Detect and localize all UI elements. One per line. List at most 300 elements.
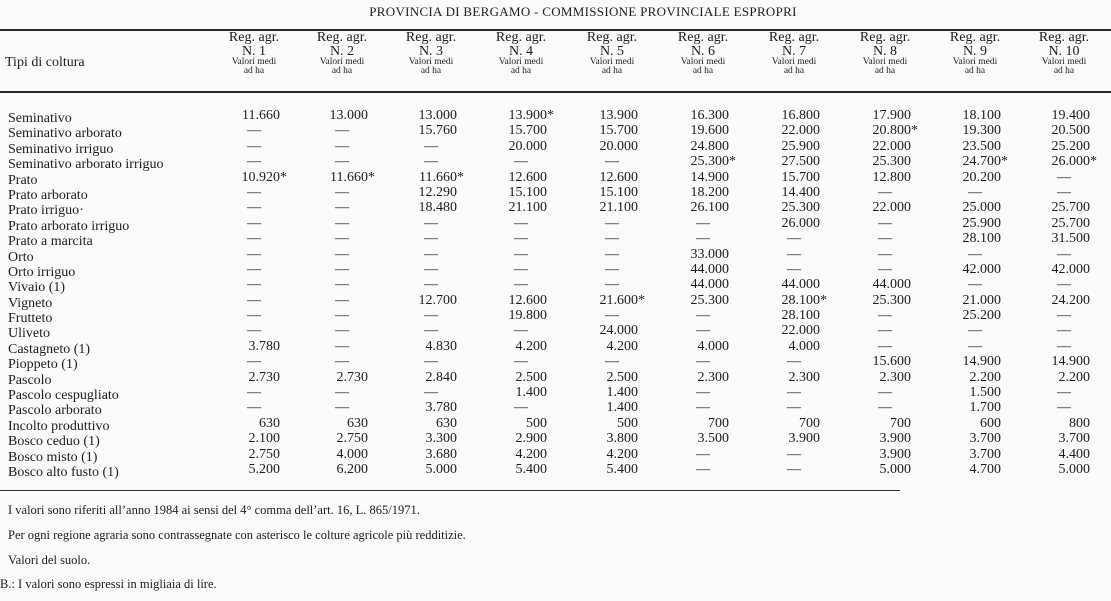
value-cell: 20.000 [508, 138, 547, 154]
value-cell: — [247, 154, 261, 170]
value-cell: 2.300 [879, 369, 911, 385]
value-cell: 12.600 [508, 292, 547, 308]
column-header-line: ad ha [601, 66, 623, 76]
table-row [0, 461, 1111, 480]
value-cell: 630 [259, 415, 280, 431]
value-cell: 25.300 [690, 292, 729, 308]
value-cell: — [424, 154, 438, 170]
value-cell: 21.600* [599, 292, 645, 308]
column-header-region-4 [479, 31, 563, 77]
crop-name: Pioppeto (1) [8, 357, 78, 373]
value-cell: — [696, 446, 710, 462]
value-cell: 25.300 [872, 154, 911, 170]
value-cell: — [696, 323, 710, 339]
table-row [0, 385, 1111, 404]
value-cell: — [247, 400, 261, 416]
table-row [0, 446, 1111, 465]
value-cell: 4.200 [606, 338, 638, 354]
value-cell: — [335, 385, 349, 401]
crop-name: Prato a marcita [8, 234, 93, 250]
value-cell: — [335, 123, 349, 139]
value-cell: 25.700 [1051, 215, 1090, 231]
value-cell: — [787, 400, 801, 416]
column-header-line: ad ha [510, 66, 532, 76]
value-cell: — [247, 385, 261, 401]
value-cell: — [335, 261, 349, 277]
crop-name: Prato arborato irriguo [8, 218, 130, 234]
value-cell: — [247, 184, 261, 200]
value-cell: 5.400 [606, 461, 638, 477]
value-cell: — [878, 400, 892, 416]
table-row [0, 215, 1111, 234]
value-cell: — [605, 231, 619, 247]
table-row [0, 138, 1111, 157]
value-cell: 2.900 [515, 431, 547, 447]
value-cell: — [787, 385, 801, 401]
crop-name: Prato arborato [8, 187, 88, 203]
value-cell: — [514, 246, 528, 262]
crop-name: Orto [8, 249, 34, 265]
column-header-line: ad ha [420, 66, 442, 76]
value-cell: 18.480 [418, 200, 457, 216]
value-cell: 15.600 [872, 354, 911, 370]
column-header-line: Reg. agr. [495, 30, 547, 45]
value-cell: — [696, 385, 710, 401]
value-cell: 1.400 [606, 400, 638, 416]
value-cell: 4.200 [515, 446, 547, 462]
value-cell: 2.500 [606, 369, 638, 385]
value-cell: 3.900 [879, 446, 911, 462]
value-cell: 3.700 [969, 446, 1001, 462]
value-cell: 24.700* [962, 154, 1008, 170]
footnote-reference-year: I valori sono riferiti all’anno 1984 ai sensi del 4° comma dell’art. 16, L. 865/1971. [8, 503, 420, 517]
value-cell: 19.300 [962, 123, 1001, 139]
value-cell: 700 [799, 415, 820, 431]
value-cell: — [787, 231, 801, 247]
value-cell: 27.500 [781, 154, 820, 170]
table-row [0, 277, 1111, 296]
value-cell: — [335, 200, 349, 216]
value-cell: — [787, 354, 801, 370]
value-cell: — [335, 400, 349, 416]
value-cell: — [247, 323, 261, 339]
table-row [0, 200, 1111, 219]
value-cell: 21.100 [599, 200, 638, 216]
value-cell: 2.200 [969, 369, 1001, 385]
crop-name: Vigneto [8, 295, 53, 311]
column-header-line: ad ha [783, 66, 805, 76]
column-header-line: Reg. agr. [949, 30, 1001, 45]
value-cell: 3.900 [788, 431, 820, 447]
crop-name: Incolto produttivo [8, 418, 110, 434]
table-row [0, 231, 1111, 250]
crop-name: Seminativo arborato irriguo [8, 157, 164, 173]
value-cell: 3.780 [248, 338, 280, 354]
crop-name: Orto irriguo [8, 264, 76, 280]
value-cell: 10.920* [241, 169, 287, 185]
value-cell: — [878, 246, 892, 262]
table-bottom-rule [0, 490, 900, 491]
table-row [0, 354, 1111, 373]
value-cell: 13.000 [329, 108, 368, 123]
table-row [0, 154, 1111, 173]
column-header-region-6 [661, 31, 745, 77]
column-header-region-8 [843, 31, 927, 77]
value-cell: 630 [347, 415, 368, 431]
column-header-region-5 [570, 31, 654, 77]
value-cell: 18.100 [962, 108, 1001, 123]
column-header-line: ad ha [874, 66, 896, 76]
value-cell: 13.900 [599, 108, 638, 123]
value-cell: — [696, 308, 710, 324]
value-cell: 800 [1069, 415, 1090, 431]
crop-name: Prato [8, 172, 38, 188]
value-cell: — [696, 354, 710, 370]
footnote-currency: B.: I valori sono espressi in migliaia di lire. [0, 577, 217, 591]
table-row [0, 400, 1111, 419]
value-cell: 25.900 [781, 138, 820, 154]
column-header-line: Valori medi [589, 57, 635, 67]
value-cell: 44.000 [690, 261, 729, 277]
value-cell: 16.800 [781, 108, 820, 123]
value-cell: 28.100 [962, 231, 1001, 247]
value-cell: — [1057, 169, 1071, 185]
value-cell: — [696, 215, 710, 231]
column-header-line: Valori medi [408, 57, 454, 67]
document-title: PROVINCIA DI BERGAMO - COMMISSIONE PROVINCIALE ESPROPRI [369, 4, 797, 19]
table-row [0, 415, 1111, 434]
value-cell: — [605, 246, 619, 262]
value-cell: — [247, 354, 261, 370]
value-cell: 12.600 [599, 169, 638, 185]
value-cell: — [878, 184, 892, 200]
value-cell: — [787, 461, 801, 477]
value-cell: 24.800 [690, 138, 729, 154]
value-cell: 1.500 [969, 385, 1001, 401]
value-cell: 15.700 [599, 123, 638, 139]
value-cell: 3.900 [879, 431, 911, 447]
value-cell: 25.200 [1051, 138, 1090, 154]
value-cell: — [424, 231, 438, 247]
value-cell: 24.000 [599, 323, 638, 339]
footnote-soil-values: Valori del suolo. [8, 553, 91, 567]
value-cell: 1.400 [515, 385, 547, 401]
value-cell: — [605, 154, 619, 170]
value-cell: 12.800 [872, 169, 911, 185]
column-header-line: N. 4 [508, 44, 534, 59]
value-cell: — [424, 246, 438, 262]
value-cell: — [247, 292, 261, 308]
value-cell: — [335, 308, 349, 324]
value-cell: 19.600 [690, 123, 729, 139]
crop-name: Seminativo irriguo [8, 141, 114, 157]
column-header-line: N. 7 [781, 44, 807, 59]
value-cell: 26.000 [781, 215, 820, 231]
value-cell: 19.400 [1051, 108, 1090, 123]
value-cell: — [787, 446, 801, 462]
value-cell: — [424, 215, 438, 231]
value-cell: 4.200 [606, 446, 638, 462]
value-cell: 4.000 [336, 446, 368, 462]
value-cell: 4.700 [969, 461, 1001, 477]
crop-name: Bosco alto fusto (1) [8, 464, 119, 480]
value-cell: 25.700 [1051, 200, 1090, 216]
value-cell: 25.300 [872, 292, 911, 308]
column-header-region-10 [1022, 31, 1106, 77]
column-header-region-3 [389, 31, 473, 77]
value-cell: 2.300 [697, 369, 729, 385]
value-cell: 11.660 [242, 108, 280, 123]
value-cell: 28.100* [781, 292, 827, 308]
value-cell: 2.750 [248, 446, 280, 462]
value-cell: — [247, 200, 261, 216]
value-cell: 3.500 [697, 431, 729, 447]
value-cell: — [878, 231, 892, 247]
value-cell: 42.000 [962, 261, 1001, 277]
column-header-line: Reg. agr. [1038, 30, 1090, 45]
value-cell: — [247, 277, 261, 293]
column-header-line: Valori medi [231, 57, 277, 67]
value-cell: 23.500 [962, 138, 1001, 154]
value-cell: 3.780 [425, 400, 457, 416]
column-header-region-1 [212, 31, 296, 77]
column-header-line: Reg. agr. [677, 30, 729, 45]
value-cell: — [696, 400, 710, 416]
value-cell: 14.900 [1051, 354, 1090, 370]
value-cell: — [605, 215, 619, 231]
column-header-line: Reg. agr. [228, 30, 280, 45]
value-cell: — [424, 277, 438, 293]
value-cell: 20.000 [599, 138, 638, 154]
value-cell: 22.000 [872, 200, 911, 216]
value-cell: 4.830 [425, 338, 457, 354]
value-cell: — [424, 308, 438, 324]
value-cell: 4.200 [515, 338, 547, 354]
value-cell: 3.300 [425, 431, 457, 447]
value-cell: — [514, 354, 528, 370]
value-cell: 12.600 [508, 169, 547, 185]
value-cell: 26.100 [690, 200, 729, 216]
value-cell: — [1057, 277, 1071, 293]
value-cell: — [968, 338, 982, 354]
column-header-region-2 [300, 31, 384, 77]
value-cell: 28.100 [781, 308, 820, 324]
value-cell: 5.000 [1058, 461, 1090, 477]
value-cell: 22.000 [781, 123, 820, 139]
value-cell: 5.400 [515, 461, 547, 477]
value-cell: — [335, 138, 349, 154]
column-header-line: Valori medi [771, 57, 817, 67]
value-cell: 6.200 [336, 461, 368, 477]
value-cell: — [514, 154, 528, 170]
value-cell: — [247, 138, 261, 154]
value-cell: — [247, 123, 261, 139]
value-cell: — [605, 261, 619, 277]
crop-name: Seminativo [8, 111, 72, 126]
value-cell: — [1057, 184, 1071, 200]
value-cell: 15.100 [508, 184, 547, 200]
crop-name: Bosco ceduo (1) [8, 434, 100, 450]
crop-name: Bosco misto (1) [8, 449, 98, 465]
value-cell: — [335, 246, 349, 262]
value-cell: — [335, 154, 349, 170]
value-cell: — [878, 215, 892, 231]
column-header-line: N. 2 [329, 44, 355, 59]
value-cell: 5.200 [248, 461, 280, 477]
column-header-line: ad ha [964, 66, 986, 76]
table-row [0, 431, 1111, 450]
value-cell: — [1057, 246, 1071, 262]
value-cell: — [605, 308, 619, 324]
value-cell: 2.200 [1058, 369, 1090, 385]
value-cell: 2.750 [336, 431, 368, 447]
value-cell: — [514, 277, 528, 293]
column-header-line: Valori medi [680, 57, 726, 67]
column-header-region-7 [752, 31, 836, 77]
value-cell: — [424, 138, 438, 154]
value-cell: 1.700 [969, 400, 1001, 416]
value-cell: 21.100 [508, 200, 547, 216]
value-cell: 2.500 [515, 369, 547, 385]
crop-name: Pascolo cespugliato [8, 388, 119, 404]
table-row [0, 246, 1111, 265]
value-cell: 22.000 [872, 138, 911, 154]
value-cell: 3.700 [1058, 431, 1090, 447]
column-header-line: ad ha [692, 66, 714, 76]
value-cell: — [1057, 323, 1071, 339]
value-cell: — [335, 292, 349, 308]
column-header-line: Reg. agr. [768, 30, 820, 45]
value-cell: 600 [980, 415, 1001, 431]
value-cell: 5.000 [425, 461, 457, 477]
value-cell: 500 [617, 415, 638, 431]
value-cell: — [1057, 385, 1071, 401]
column-header-line: ad ha [1053, 66, 1075, 76]
value-cell: — [605, 354, 619, 370]
value-cell: — [878, 385, 892, 401]
value-cell: 4.000 [788, 338, 820, 354]
crop-name: Prato irriguo· [8, 203, 84, 219]
value-cell: — [878, 308, 892, 324]
value-cell: 25.900 [962, 215, 1001, 231]
value-cell: 20.200 [962, 169, 1001, 185]
value-cell: 25.300* [690, 154, 736, 170]
value-cell: 3.800 [606, 431, 638, 447]
value-cell: 18.200 [690, 184, 729, 200]
value-cell: 14.900 [962, 354, 1001, 370]
value-cell: 2.100 [248, 431, 280, 447]
crop-name: Pascolo [8, 372, 52, 388]
value-cell: — [605, 277, 619, 293]
value-cell: — [335, 277, 349, 293]
value-cell: — [696, 231, 710, 247]
column-header-crop-type: Tipi di coltura [5, 55, 85, 70]
crop-name: Vivaio (1) [8, 280, 66, 296]
value-cell: 2.730 [248, 369, 280, 385]
value-cell: 11.660* [330, 169, 375, 185]
value-cell: 21.000 [962, 292, 1001, 308]
value-cell: 3.680 [425, 446, 457, 462]
value-cell: — [878, 323, 892, 339]
value-cell: 15.700 [781, 169, 820, 185]
value-cell: — [514, 231, 528, 247]
value-cell: 42.000 [1051, 261, 1090, 277]
value-cell: — [1057, 308, 1071, 324]
table-row [0, 261, 1111, 280]
value-cell: 44.000 [872, 277, 911, 293]
table-row [0, 369, 1111, 388]
value-cell: — [968, 246, 982, 262]
value-cell: — [247, 246, 261, 262]
value-cell: 4.400 [1058, 446, 1090, 462]
value-cell: 12.290 [418, 184, 457, 200]
value-cell: — [335, 231, 349, 247]
value-cell: — [787, 261, 801, 277]
column-header-line: Valori medi [1041, 57, 1087, 67]
value-cell: 25.300 [781, 200, 820, 216]
column-header-line: ad ha [243, 66, 265, 76]
value-cell: 15.700 [508, 123, 547, 139]
value-cell: — [424, 354, 438, 370]
column-header-line: Reg. agr. [316, 30, 368, 45]
table-row [0, 108, 1111, 126]
crop-name: Pascolo arborato [8, 403, 102, 419]
value-cell: 20.500 [1051, 123, 1090, 139]
column-header-line: Reg. agr. [586, 30, 638, 45]
column-header-line: Reg. agr. [859, 30, 911, 45]
value-cell: 15.760 [418, 123, 457, 139]
value-cell: — [335, 338, 349, 354]
value-cell: — [878, 338, 892, 354]
value-cell: 3.700 [969, 431, 1001, 447]
value-cell: 22.000 [781, 323, 820, 339]
value-cell: 11.660* [419, 169, 464, 185]
value-cell: — [514, 400, 528, 416]
value-cell: — [514, 215, 528, 231]
value-cell: — [878, 261, 892, 277]
value-cell: 25.200 [962, 308, 1001, 324]
crop-value-table [0, 108, 1111, 480]
value-cell: 24.200 [1051, 292, 1090, 308]
value-cell: 13.900* [508, 108, 554, 123]
column-header-line: N. 6 [690, 44, 716, 59]
crop-name: Uliveto [8, 326, 50, 342]
value-cell: — [335, 323, 349, 339]
value-cell: — [787, 246, 801, 262]
value-cell: — [335, 215, 349, 231]
crop-name: Seminativo arborato [8, 126, 122, 142]
value-cell: 4.000 [697, 338, 729, 354]
value-cell: — [1057, 338, 1071, 354]
column-header-line: N. 9 [962, 44, 988, 59]
value-cell: 700 [890, 415, 911, 431]
value-cell: — [424, 385, 438, 401]
column-header-line: Valori medi [952, 57, 998, 67]
value-cell: 44.000 [690, 277, 729, 293]
value-cell: 15.100 [599, 184, 638, 200]
value-cell: 16.300 [690, 108, 729, 123]
column-header-line: N. 5 [599, 44, 625, 59]
column-header-line: N. 8 [872, 44, 898, 59]
value-cell: — [424, 261, 438, 277]
value-cell: 20.800* [872, 123, 918, 139]
value-cell: 5.000 [879, 461, 911, 477]
column-header-region-9 [933, 31, 1017, 77]
value-cell: 2.840 [425, 369, 457, 385]
value-cell: — [968, 277, 982, 293]
column-header-line: Valori medi [862, 57, 908, 67]
value-cell: 2.730 [336, 369, 368, 385]
